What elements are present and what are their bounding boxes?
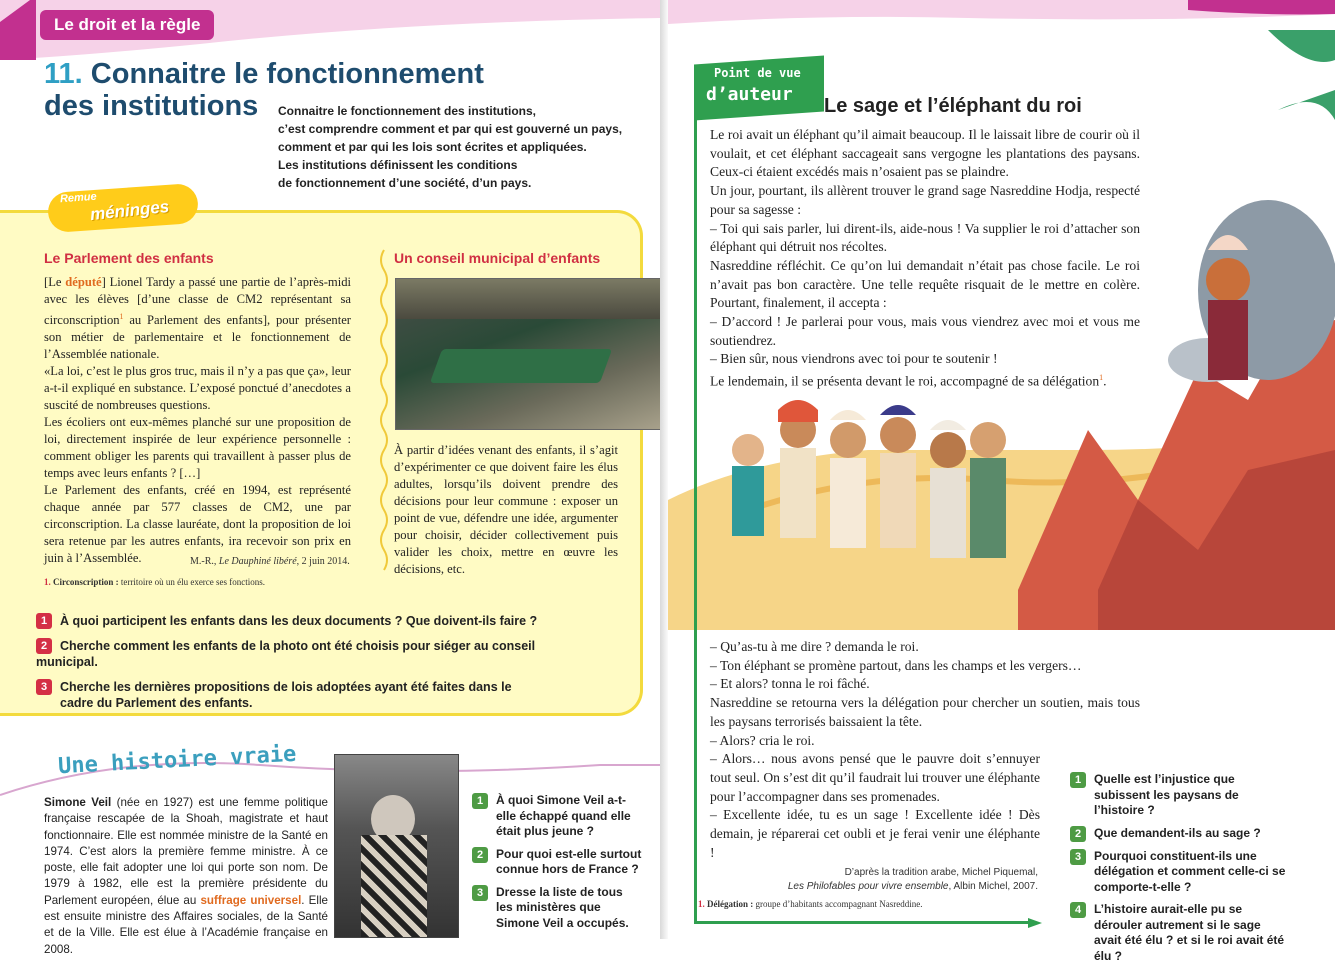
- question-number: 1: [1070, 772, 1086, 788]
- depute-link[interactable]: député: [65, 275, 102, 289]
- source-author: M.-R.,: [190, 556, 219, 567]
- question-number: 2: [36, 638, 52, 654]
- story-paragraph: – Alors… nous avons pensé que le pauvre doit s’ennuyer tout seul. On s’est dit qu’il faudrait lui trouver une éléphante pour l’accompagner dans ses promenades.: [710, 751, 1040, 804]
- source-date: , 2 juin 2014.: [296, 556, 350, 567]
- portrait-coat: [361, 835, 427, 937]
- council-table: [430, 349, 612, 383]
- intro-line: c’est comprendre comment et par qui est gouverné un pays,: [278, 122, 623, 136]
- intro-line: Connaitre le fonctionnement des institutions,: [278, 104, 537, 118]
- conseil-title: Un conseil municipal d’enfants: [394, 250, 601, 266]
- arrow-icon: [1028, 914, 1046, 932]
- left-page: [0, 0, 660, 956]
- question-item: [36, 679, 596, 711]
- question-text: Pour quoi est-elle surtout connue hors de France ?: [496, 846, 642, 876]
- question-number: 2: [1070, 826, 1086, 842]
- meninges-label: méninges: [89, 196, 171, 225]
- question-item: [472, 885, 642, 932]
- story-footnote: [698, 899, 922, 909]
- histoire-text: [44, 795, 328, 958]
- story-paragraph: Le lendemain, il se présenta devant le roi, accompagné de sa délégation$^1$.: [710, 373, 1107, 389]
- source-author: D’après la tradition arabe, Michel Piquemal,: [844, 867, 1038, 878]
- footnote-text: groupe d’habitants accompagnant Nasreddine.: [753, 899, 923, 909]
- chapter-tab[interactable]: Le droit et la règle: [40, 10, 214, 40]
- question-number: 3: [1070, 849, 1086, 865]
- parlement-p3: Les écoliers ont eux-mêmes planché sur une proposition de loi, directement inspirée de leur expérience personnelle : comment obliger les parents qui travaillent à passer plus de temps avec leurs enfants ? […]: [44, 415, 351, 481]
- intro-line: comment et par qui les lois sont écrites et appliquées.: [278, 140, 587, 154]
- question-text: Que demandent-ils au sage ?: [1094, 825, 1261, 840]
- p1-part: [Le: [44, 275, 66, 289]
- story-paragraph: Le roi avait un éléphant qu’il aimait beaucoup. Il le laissait libre de courir où il voulait, et cet éléphant saccageait sans vergogne les plantations des paysans. Ceux-ci étaient excédés mais n’osaient pas se plaindre.: [710, 127, 1140, 180]
- question-item: [1070, 826, 1290, 842]
- story-paragraph: – Ton éléphant se promène partout, dans les champs et les vergers…: [710, 657, 1082, 673]
- histoire-questions: [472, 793, 642, 931]
- footnote-ref[interactable]: 1: [119, 312, 124, 321]
- footnote-term: Circonscription :: [53, 577, 119, 587]
- right-page: [668, 0, 1335, 963]
- book-spine: [660, 0, 668, 939]
- suffrage-link[interactable]: suffrage universel: [200, 893, 302, 907]
- story-paragraph: – Bien sûr, nous viendrons avec toi pour te soutenir !: [710, 351, 998, 367]
- footnote-text: territoire où un élu exerce ses fonctions.: [118, 577, 266, 587]
- question-number: 1: [36, 613, 52, 629]
- question-number: 2: [472, 847, 488, 863]
- histoire-name: Simone Veil: [44, 796, 112, 809]
- question-number: 1: [472, 793, 488, 809]
- question-item: [1070, 902, 1290, 964]
- question-text: Dresse la liste de tous les ministères que Simone Veil a occupés.: [496, 884, 629, 930]
- simone-veil-photo: [334, 754, 459, 938]
- lesson-title-line2: des institutions: [44, 90, 259, 122]
- question-text: Pourquoi constituent-ils une délégation et comment celle-ci se comporte-t-elle ?: [1094, 848, 1286, 894]
- question-text: Cherche les dernières propositions de lois adoptées ayant été faites dans le cadre du Parlement des enfants.: [60, 680, 512, 710]
- conseil-text: À partir d’idées venant des enfants, il s’agit d’expérimenter ce que doivent faire les élus adultes, lorsqu’ils doivent prendre des décisions pour leur commune : exposer un point de vue, défendre une idée, argumenter pour choisir, décider collectivement puis valider les choix, mettre en œuvre les décisions, etc.: [394, 443, 618, 576]
- p1-part: au Parlement des enfants], pour présenter son métier de parlementaire et le fonctionnement de l’Assemblée nationale.: [44, 313, 351, 362]
- story-paragraph: Nasreddine réfléchit. Ce qu’on lui demandait n’était pas chose facile. Le roi n’avait pas bon caractère. Une telle requête risquait de le mettre en colère. Pourtant, finalement, il accepta :: [710, 257, 1140, 311]
- source-title: Les Philofables pour vivre ensemble: [787, 881, 949, 892]
- story-last-text: Le lendemain, il se présenta devant le roi, accompagné de sa délégation: [710, 373, 1100, 389]
- story-source: [710, 866, 1038, 894]
- council-wall: [396, 279, 664, 319]
- histoire-text-b: . Elle est ensuite ministre des Affaires sociales, de la Santé et de la Ville. Elle est élue à l’Académie française en 2008.: [44, 893, 329, 956]
- parlement-p2: «La loi, c’est le plus gros truc, mais il n’y a pas que ça», leur a-t-il expliqué en substance. L’exposé ponctué d’anecdotes a suscité de nombreuses questions.: [44, 364, 351, 413]
- questions-left: [36, 613, 596, 711]
- column-separator: [378, 250, 390, 570]
- story-paragraph: – D’accord ! Je parlerai pour vous, mais vous viendrez avec moi et vous me soutiendrez.: [710, 314, 1140, 348]
- question-number: 3: [472, 885, 488, 901]
- question-text: L’histoire aurait-elle pu se dérouler autrement si le sage avait été élu ? et si le roi avait été élu ?: [1094, 902, 1285, 963]
- parlement-text: [44, 274, 351, 567]
- story-bottom: [710, 638, 1140, 862]
- histoire-title: Une histoire vraie: [57, 741, 297, 780]
- parlement-p1: [44, 274, 351, 363]
- p1-part: ] Lionel Tardy a passé une partie de l’après-midi avec les élèves [d’une classe de CM2 représentant sa circonscription: [44, 275, 351, 328]
- footnote-num: 1.: [698, 899, 707, 909]
- header-swoosh-right: [668, 0, 1335, 30]
- story-paragraph: – Alors? cria le roi.: [710, 732, 815, 748]
- parlement-footnote: [44, 577, 265, 587]
- histoire-text-a: (née en 1927) est une femme politique française rescapée de la Shoah, magistrate et haut fonctionnaire. Elle est nommée ministre de la Santé en 1974. C’est alors la première femme ministre. À ce poste, elle fait adopter une loi qui porte son nom. De 1979 à 1982, elle est la première présidente du Parlement européen, élue au: [44, 796, 328, 907]
- lesson-number: 11.: [44, 58, 83, 90]
- lesson-intro: [278, 102, 658, 192]
- intro-line: Les institutions définissent les conditions: [278, 158, 518, 172]
- intro-line: de fonctionnement d’une société, d’un pays.: [278, 176, 532, 190]
- question-text: Quelle est l’injustice que subissent les paysans de l’histoire ?: [1094, 772, 1239, 817]
- parlement-source: [190, 556, 350, 567]
- question-item: [36, 638, 596, 670]
- question-item: [472, 793, 642, 840]
- story-title: Le sage et l’éléphant du roi: [824, 95, 1082, 117]
- story-paragraph: – Excellente idée, tu es un sage ! Excellente idée ! Dès demain, je réparerai cet oubli et je ferai venir une éléphante !: [710, 807, 1040, 860]
- remue-label: Remue: [59, 190, 98, 206]
- footnote-ref[interactable]: 1: [1099, 373, 1104, 383]
- story-top: [710, 126, 1140, 391]
- story-paragraph: Nasreddine se retourna vers la délégation pour chercher un soutien, mais tous les paysans terrorisés baissaient la tête.: [710, 695, 1140, 729]
- story-paragraph: Un jour, pourtant, ils allèrent trouver le grand sage Nasreddine Hodja, respecté pour sa sagesse :: [710, 183, 1140, 217]
- question-text: À quoi Simone Veil a-t-elle échappé quand elle était plus jeune ?: [496, 793, 631, 838]
- green-frame-vertical: [694, 116, 697, 924]
- story-paragraph: – Toi qui sais parler, lui dirent-ils, aide-nous ! Va supplier le roi d’attacher son éléphant qui détruit nos récoltes.: [710, 220, 1140, 255]
- badge-line2: d’auteur: [706, 84, 793, 105]
- question-item: [472, 847, 642, 878]
- question-text: Cherche comment les enfants de la photo ont été choisis pour siéger au conseil municipal.: [36, 639, 536, 669]
- footnote-term: Délégation :: [707, 899, 754, 909]
- question-item: [1070, 849, 1290, 896]
- question-number: 3: [36, 679, 52, 695]
- question-number: 4: [1070, 902, 1086, 918]
- source-publisher: , Albin Michel, 2007.: [948, 881, 1038, 892]
- story-paragraph: – Et alors? tonna le roi fâché.: [710, 676, 870, 692]
- question-item: [1070, 772, 1290, 819]
- green-frame-horizontal: [694, 921, 1034, 924]
- parlement-title: Le Parlement des enfants: [44, 250, 214, 266]
- story-questions: [1070, 772, 1290, 964]
- footnote-num: 1.: [44, 577, 53, 587]
- question-item: [36, 613, 596, 629]
- badge-line1: Point de vue: [714, 66, 801, 80]
- parlement-p4: Le Parlement des enfants, créé en 1994, est représenté chaque année par 577 classes de CM2, une par circonscription. La classe lauréate, dont la proposition de loi sera retenue par les autres enfants, ira recevoir son prix en juin à l’Assemblée.: [44, 483, 351, 566]
- council-photo: [395, 278, 665, 430]
- source-title: Le Dauphiné libéré: [218, 556, 297, 567]
- question-text: À quoi participent les enfants dans les deux documents ? Que doivent-ils faire ?: [60, 614, 538, 628]
- lesson-title-line1: Connaitre le fonctionnement: [90, 58, 484, 90]
- story-paragraph: – Qu’as-tu à me dire ? demanda le roi.: [710, 639, 919, 654]
